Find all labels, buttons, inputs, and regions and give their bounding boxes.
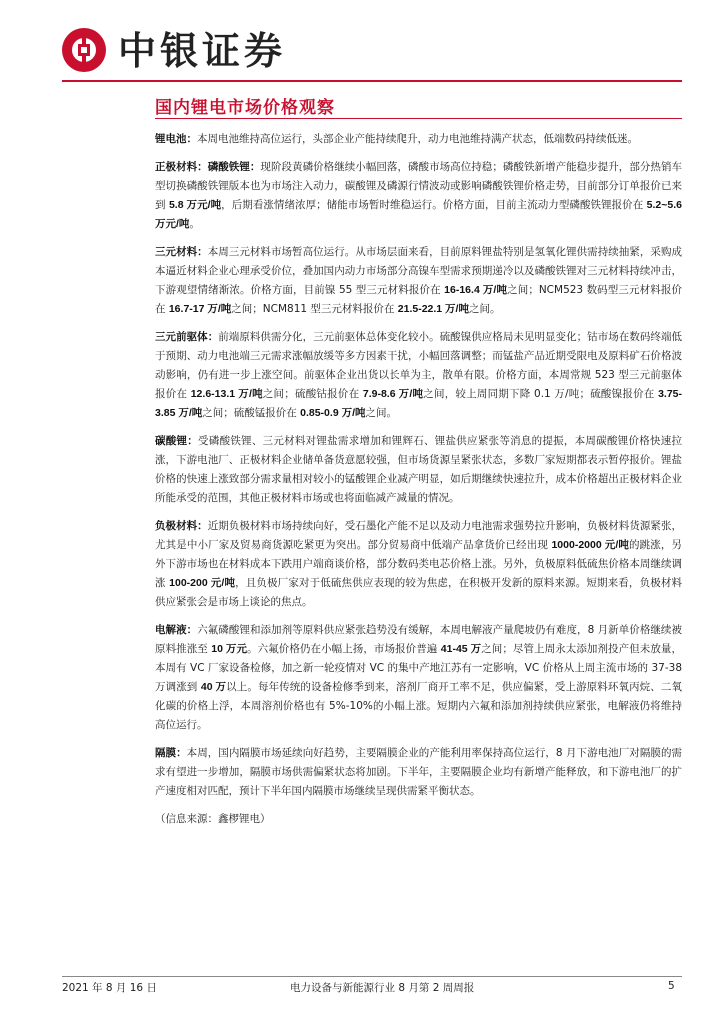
paragraph — [155, 744, 682, 801]
price-figure: 5.8 万元/吨 — [168, 199, 222, 211]
price-figure: 16-16.4 万/吨 — [444, 284, 508, 296]
paragraph-lead: 三元前驱体： — [155, 331, 219, 343]
paragraph-text: 。六氟价格仍在小幅上扬，市场报价普遍 — [247, 643, 441, 655]
price-figure: 12.6-13.1 万/吨 — [190, 388, 263, 400]
paragraph-text: 六氟磷酸锂和添加剂等原料供应紧张趋势没有缓解，本周电解液产量爬坡仍有难度，8 月新单价格继续被原料推涨至 — [155, 624, 682, 655]
paragraph-text: 近期负极材料市场持续向好，受石墨化产能不足以及动力电池需求强势拉升影响，负极材料货源紧张，尤其是中小厂家及贸易商货源吃紧更为突出。部分贸易商中低端产品拿货价已经出现 — [155, 520, 683, 551]
paragraph-text: ，且负极厂家对于低硫焦供应表现的较为焦虑，在积极开发新的原料来源。短期来看，负极材料供应紧张会是市场上谈论的焦点。 — [155, 577, 683, 608]
price-figure: 1000-2000 元/吨 — [551, 539, 630, 551]
paragraph-lead: 三元材料： — [155, 246, 208, 258]
paragraph-list — [155, 130, 682, 801]
price-figure: 7.9-8.6 万/吨 — [362, 388, 424, 400]
paragraph-lead: 碳酸锂： — [155, 435, 199, 447]
report-body — [155, 130, 682, 829]
source-note: （信息来源：鑫椤锂电） — [155, 813, 271, 825]
paragraph-text: 以上。每年传统的设备检修季到来，溶剂厂商开工率不足，供应偏紧，受上游原料环氧丙烷、二氧化碳的价格上浮，本周溶剂价格也有 5%-10%的小幅上涨。短期内六氟和添加剂持续供应紧张，电解液仍将维持高位运行。 — [155, 681, 682, 731]
paragraph — [155, 621, 682, 735]
paragraph-text: 之间；尽管上周永太添加剂投产但未放量，本周有 VC 厂家设备检修，加之新一轮疫情对 VC 的集中产地江苏有一定影响，VC 价格从上周主流市场的 37-38 万调涨到 — [155, 643, 682, 693]
paragraph — [155, 243, 682, 319]
company-name: 中银证券 — [118, 28, 287, 73]
paragraph-text: 之间；硫酸锰报价在 — [202, 407, 301, 419]
paragraph-text: 之间；NCM523 数码型三元材料报价在 — [155, 284, 683, 315]
paragraph-text: 的跳涨，另外下游市场也在材料成本下跌用户端商谈价格，部分数码类电芯价格上涨。另外，负极原料低硫焦价格本周继续调涨 — [155, 539, 683, 589]
price-figure: 3.75-3.85 万/吨 — [155, 388, 683, 419]
paragraph-text: 本周电池维持高位运行，头部企业产能持续爬升，动力电池维持满产状态，低端数码持续低迷。 — [197, 133, 638, 145]
footer-divider — [62, 976, 682, 977]
paragraph-text: ，后期看涨情绪浓厚；储能市场暂时维稳运行。价格方面，目前主流动力型磷酸铁锂报价在 — [221, 199, 647, 211]
price-figure: 5.2~5.6 万元/吨 — [155, 199, 682, 230]
price-figure: 16.7-17 万/吨 — [168, 303, 232, 315]
page-number: 5 — [668, 980, 675, 992]
paragraph-lead: 负极材料： — [155, 520, 208, 532]
paragraph — [155, 432, 682, 508]
paragraph-text: 本周，国内隔膜市场延续向好趋势，主要隔膜企业的产能利用率保持高位运行，8 月下游电池厂对隔膜的需求有望进一步增加，隔膜市场供需偏紧状态将加剧。下半年，主要隔膜企业均有新增产能释放，和下游电池厂的扩产速度相对匹配，预计下半年国内隔膜市场继续呈现供需紧平衡状态。 — [155, 747, 682, 797]
paragraph — [155, 130, 682, 149]
header-divider — [62, 80, 682, 82]
paragraph-text: 之间；NCM811 型三元材料报价在 — [231, 303, 398, 315]
price-figure: 10 万元 — [211, 643, 248, 655]
paragraph — [155, 158, 682, 234]
section-title: 国内锂电市场价格观察 — [155, 98, 335, 118]
paragraph-text: 前端原料供需分化，三元前驱体总体变化较小。硫酸镍供应格局未见明显变化；钴市场在数码终端低于预期、动力电池端三元需求涨幅放缓等多方因素干扰，小幅回落调整；而锰盐产品近期受限电及原料矿石价格波动影响，仍有进一步上涨空间。前驱体企业出货以长单为主，散单有限。价格方面，本周常规 523 型三元前驱体报价在 — [155, 331, 683, 400]
price-figure: 0.85-0.9 万/吨 — [300, 407, 366, 419]
paragraph-text: 之间。 — [365, 407, 397, 419]
paragraph-text: 现阶段黄磷价格继续小幅回落，磷酸市场高位持稳；磷酸铁新增产能稳步提升，部分热销车型切换磷酸铁锂版本也为市场注入动力，碳酸锂及磷源行情波动或影响磷酸铁锂价格走势，目前部分订单报价已来到 — [155, 161, 683, 211]
bank-of-china-logo-icon — [62, 28, 106, 72]
paragraph-lead: 隔膜： — [155, 747, 187, 759]
price-figure: 40 万 — [200, 681, 227, 693]
paragraph-lead: 锂电池： — [155, 133, 197, 145]
paragraph-lead: 正极材料：磷酸铁锂： — [155, 161, 261, 173]
paragraph-text: 。 — [189, 218, 200, 230]
paragraph — [155, 517, 682, 612]
paragraph — [155, 328, 682, 423]
paragraph-text: 之间，较上周同期下降 0.1 万/吨；硫酸镍报价在 — [423, 388, 659, 400]
paragraph-text: 之间；硫酸钴报价在 — [262, 388, 363, 400]
price-figure: 21.5-22.1 万/吨 — [397, 303, 469, 315]
footer-date: 2021 年 8 月 16 日 — [62, 982, 157, 994]
footer-title: 电力设备与新能源行业 8 月第 2 周周报 — [290, 982, 475, 994]
paragraph-lead: 电解液： — [155, 624, 198, 636]
paragraph-text: 之间。 — [468, 303, 501, 315]
header — [62, 22, 682, 82]
price-figure: 41-45 万 — [440, 643, 482, 655]
paragraph-text: 本周三元材料市场暂高位运行。从市场层面来看，目前原料锂盐特别是氢氧化锂供需持续抽紧，采购成本逼近材料企业心理承受价位，叠加国内动力市场部分高镍车型需求预期递冷以及磷酸铁锂对三元材料持续冲击，下游观望情绪渐浓。价格方面，目前镍 55 型三元材料报价在 — [155, 246, 683, 296]
price-figure: 100-200 元/吨 — [169, 577, 236, 589]
section-divider — [155, 118, 682, 119]
paragraph-text: 受磷酸铁锂、三元材料对锂盐需求增加和锂辉石、锂盐供应紧张等消息的提振，本周碳酸锂价格快速拉涨，下游电池厂、正极材料企业储单备货意愿较强，但市场货源呈紧张状态，多数厂家短期都表示暂停报价。锂盐价格的快速上涨致部分需求量相对较小的锰酸锂企业减产明显，如后期继续快速拉升，成本价格超出正极材料企业所能承受的范围，其他正极材料市场或也将面临减产减量的情况。 — [155, 435, 683, 504]
